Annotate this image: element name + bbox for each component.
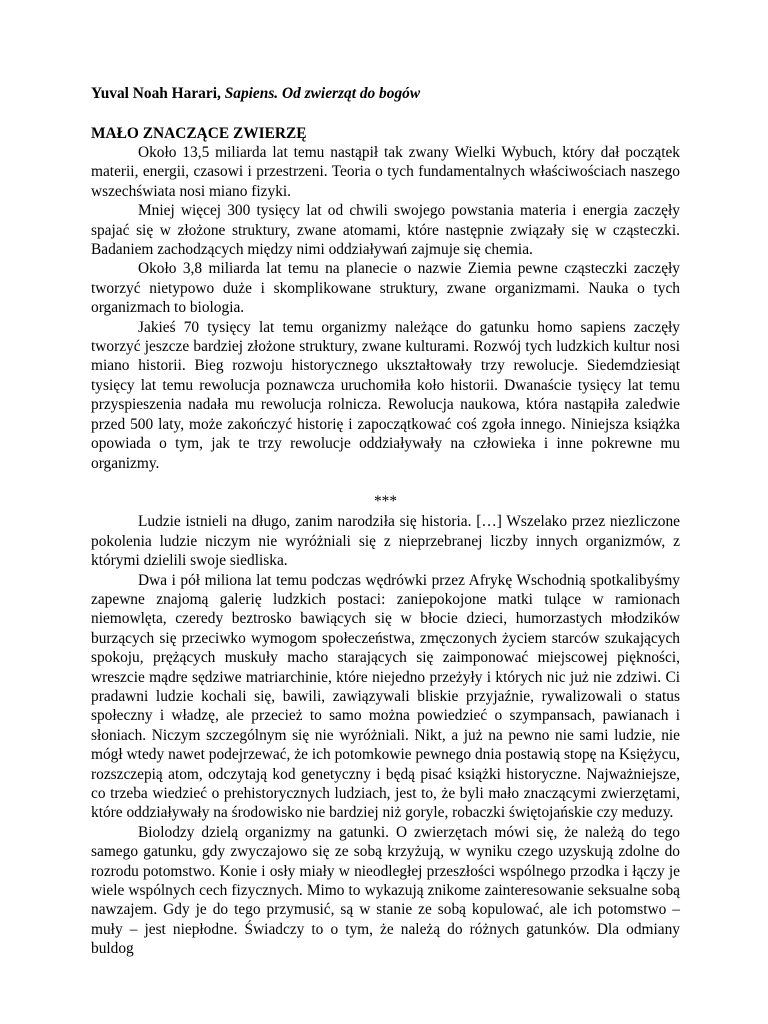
section-separator: *** — [373, 492, 398, 510]
chapter-title: MAŁO ZNACZĄCE ZWIERZĘ — [91, 125, 307, 142]
paragraph: Ludzie istnieli na długo, zanim narodziła się historia. […] Wszelako przez niezliczone pokolenia ludzie niczym nie wyróżniali się z nieprzebranej liczby innych organizmów, z którymi dzielili swoje siedliska. — [91, 513, 680, 570]
paragraph: Biolodzy dzielą organizmy na gatunki. O zwierzętach mówi się, że należą do tego samego gatunku, gdy zwyczajowo się ze sobą krzyżują, w wyniku czego uzyskują zdolne do rozrodu potomstwo. Konie i osły miały w nieodległej przeszłości wspólnego przodka i łączy je wiele wspólnych cech fizycznych. Mimo to wykazują znikome zainteresowanie seksualne sobą nawzajem. Gdy je do tego przymusić, są w stanie ze sobą kopulować, ale ich potomstwo – muły – jest niepłodne. Świadczy to o tym, że należą do różnych gatunków. Dla odmiany buldog — [91, 823, 680, 958]
paragraph: Około 13,5 miliarda lat temu nastąpił tak zwany Wielki Wybuch, który dał początek materii, energii, czasowi i przestrzeni. Teoria o tych fundamentalnych właściwościach naszego wszechświata nosi miano fizyki. — [91, 144, 680, 200]
paragraph: Dwa i pół miliona lat temu podczas wędrówki przez Afrykę Wschodnią spotkalibyśmy zapewne znajomą galerię ludzkich postaci: zaniepokojone matki tulące w ramionach niemowlęta, czeredy beztrosko bawiących się w błocie dzieci, humorzastych młodzików burzących się przeciwko wymogom społeczeństwa, zmęczonych życiem starców szukających spokoju, prężących muskuły macho starających się zaimponować miejscowej piękności, wreszcie mądre sędziwe matriarchinie, które niejedno przeżyły i których nic już nie zdziwi. Ci pradawni ludzie kochali się, bawili, zawiązywali bliskie przyjaźnie, rywalizowali o status społeczny i władzę, ale przecież to samo można powiedzieć o szympansach, pawianach i słoniach. Niczym szczególnym się nie wyróżniali. Nikt, a już na pewno nie sami ludzie, nie mógł wtedy nawet podejrzewać, że ich potomkowie pewnego dnia postawią stopę na Księżycu, rozszczepią atom, odczytają kod genetyczny i będą pisać książki historyczne. Najważniejsze, co trzeba wiedzieć o prehistorycznych ludziach, jest to, że byli mało znaczącymi zwierzętami, które oddziaływały na środowisko nie bardziej niż goryle, robaczki świętojańskie czy meduzy. — [91, 571, 680, 822]
book-title: Sapiens. Od zwierząt do bogów — [224, 85, 421, 102]
paragraph: Mniej więcej 300 tysięcy lat od chwili swojego powstania materia i energia zaczęły spajać się w złożone struktury, zwane atomami, które następnie związały się w cząsteczki. Badaniem zachodzących między nimi oddziaływań zajmuje się chemia. — [91, 202, 680, 259]
paragraph: Jakieś 70 tysięcy lat temu organizmy należące do gatunku homo sapiens zaczęły tworzyć jeszcze bardziej złożone struktury, zwane kulturami. Rozwój tych ludzkich kultur nosi miano historii. Bieg rozwoju historycznego ukształtowały trzy rewolucje. Siedemdziesiąt tysięcy lat temu rewolucja poznawcza uruchomiła koło historii. Dwanaście tysięcy lat temu przyspieszenia nadała mu rewolucja rolnicza. Rewolucja naukowa, która nastąpiła zaledwie przed 500 laty, może zakończyć historię i zapoczątkować coś zgoła innego. Niniejsza książka opowiada o tym, jak te trzy rewolucje oddziaływały na człowieka i inne pokrewne mu organizmy. — [91, 318, 680, 472]
author-name: Yuval Noah Harari, — [91, 85, 221, 102]
book-reference — [91, 84, 680, 104]
paragraph: Około 3,8 miliarda lat temu na planecie o nazwie Ziemia pewne cząsteczki zaczęły tworzyć nietypowo duże i skomplikowane struktury, zwane organizmami. Nauka o tych organizmach to biologia. — [91, 260, 680, 317]
